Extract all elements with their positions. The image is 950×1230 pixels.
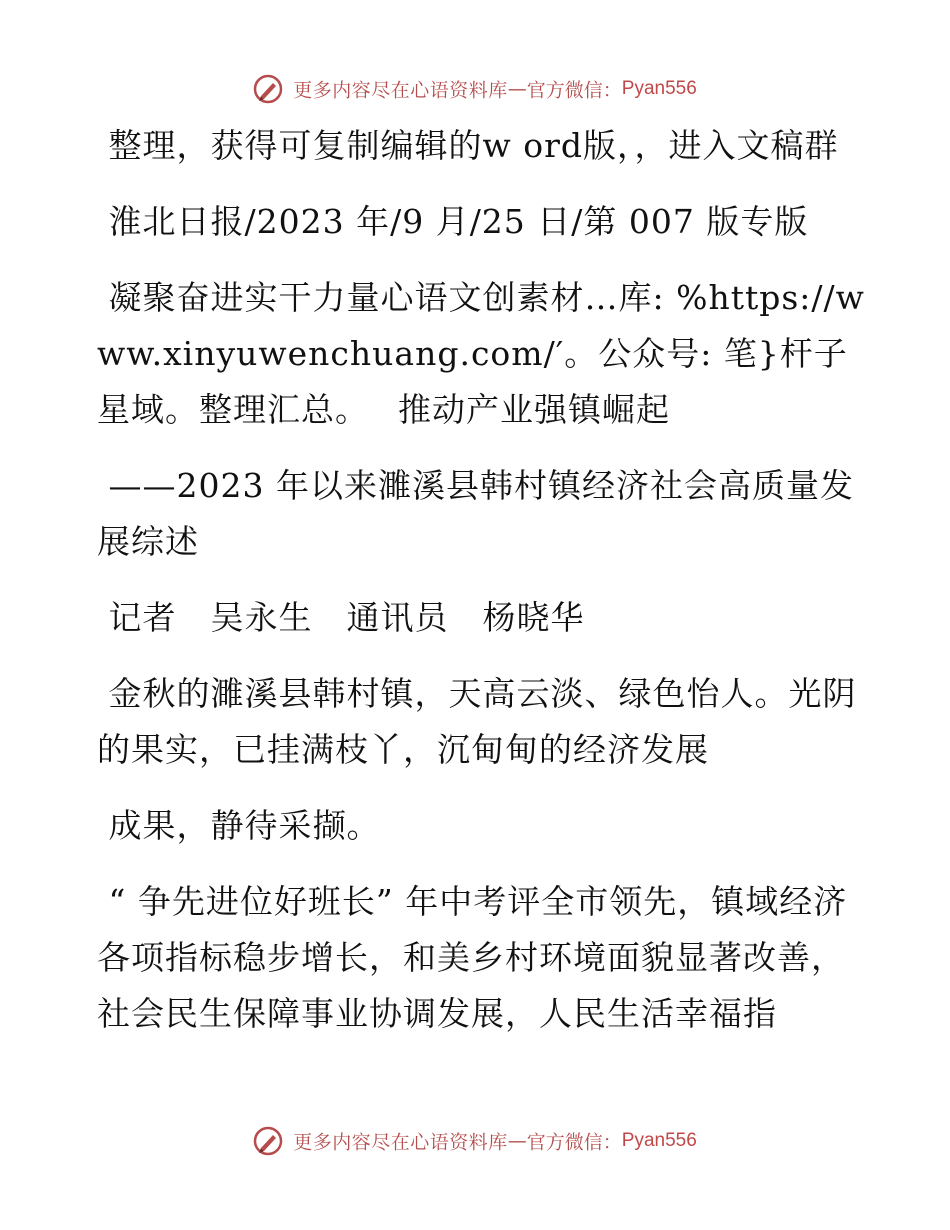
watermark-dash: — — [507, 1130, 527, 1152]
paragraph-subtitle: ——2023 年以来濉溪县韩村镇经济社会高质量发展综述 — [97, 466, 854, 561]
paragraph-source: 淮北日报/2023 年/9 月/25 日/第 007 版专版 — [108, 202, 809, 241]
header-watermark — [0, 74, 950, 104]
watermark-text: 更多内容尽在心语资料库 — [293, 1131, 508, 1154]
paragraph-intro: 整理，获得可复制编辑的w ord版，，进入文稿群 — [108, 126, 839, 165]
watermark-dash: — — [507, 78, 527, 100]
watermark-wechat-label: 官方微信： — [526, 79, 622, 102]
paragraph-body-2: 成果，静待采撷。 — [108, 806, 381, 845]
watermark-wechat-label: 官方微信： — [526, 1131, 622, 1154]
paragraph-body-3: “ 争先进位好班长” 年中考评全市领先，镇域经济各项指标稳步增长，和美乡村环境面貌显著改善，社会民生保障事业协调发展，人民生活幸福指 — [97, 882, 848, 1033]
pen-logo-icon — [253, 74, 283, 104]
pen-logo-icon — [253, 1126, 283, 1156]
paragraph-byline: 记者 吴永生 通讯员 杨晓华 — [108, 598, 585, 637]
watermark-wechat-id: Pyan556 — [621, 78, 697, 99]
watermark-text: 更多内容尽在心语资料库 — [293, 79, 508, 102]
watermark-wechat-id: Pyan556 — [621, 1130, 697, 1151]
paragraph-body-1: 金秋的濉溪县韩村镇，天高云淡、绿色怡人。光阴的果实，已挂满枝丫，沉甸甸的经济发展 — [97, 674, 857, 769]
footer-watermark — [0, 1126, 950, 1156]
document-body — [97, 118, 867, 1042]
paragraph-library: 凝聚奋进实干力量心语文创素材…库: %https://www.xinyuwenchuang.com/′。公众号: 笔}杆子星域。整理汇总。 推动产业强镇崛起 — [97, 278, 865, 429]
